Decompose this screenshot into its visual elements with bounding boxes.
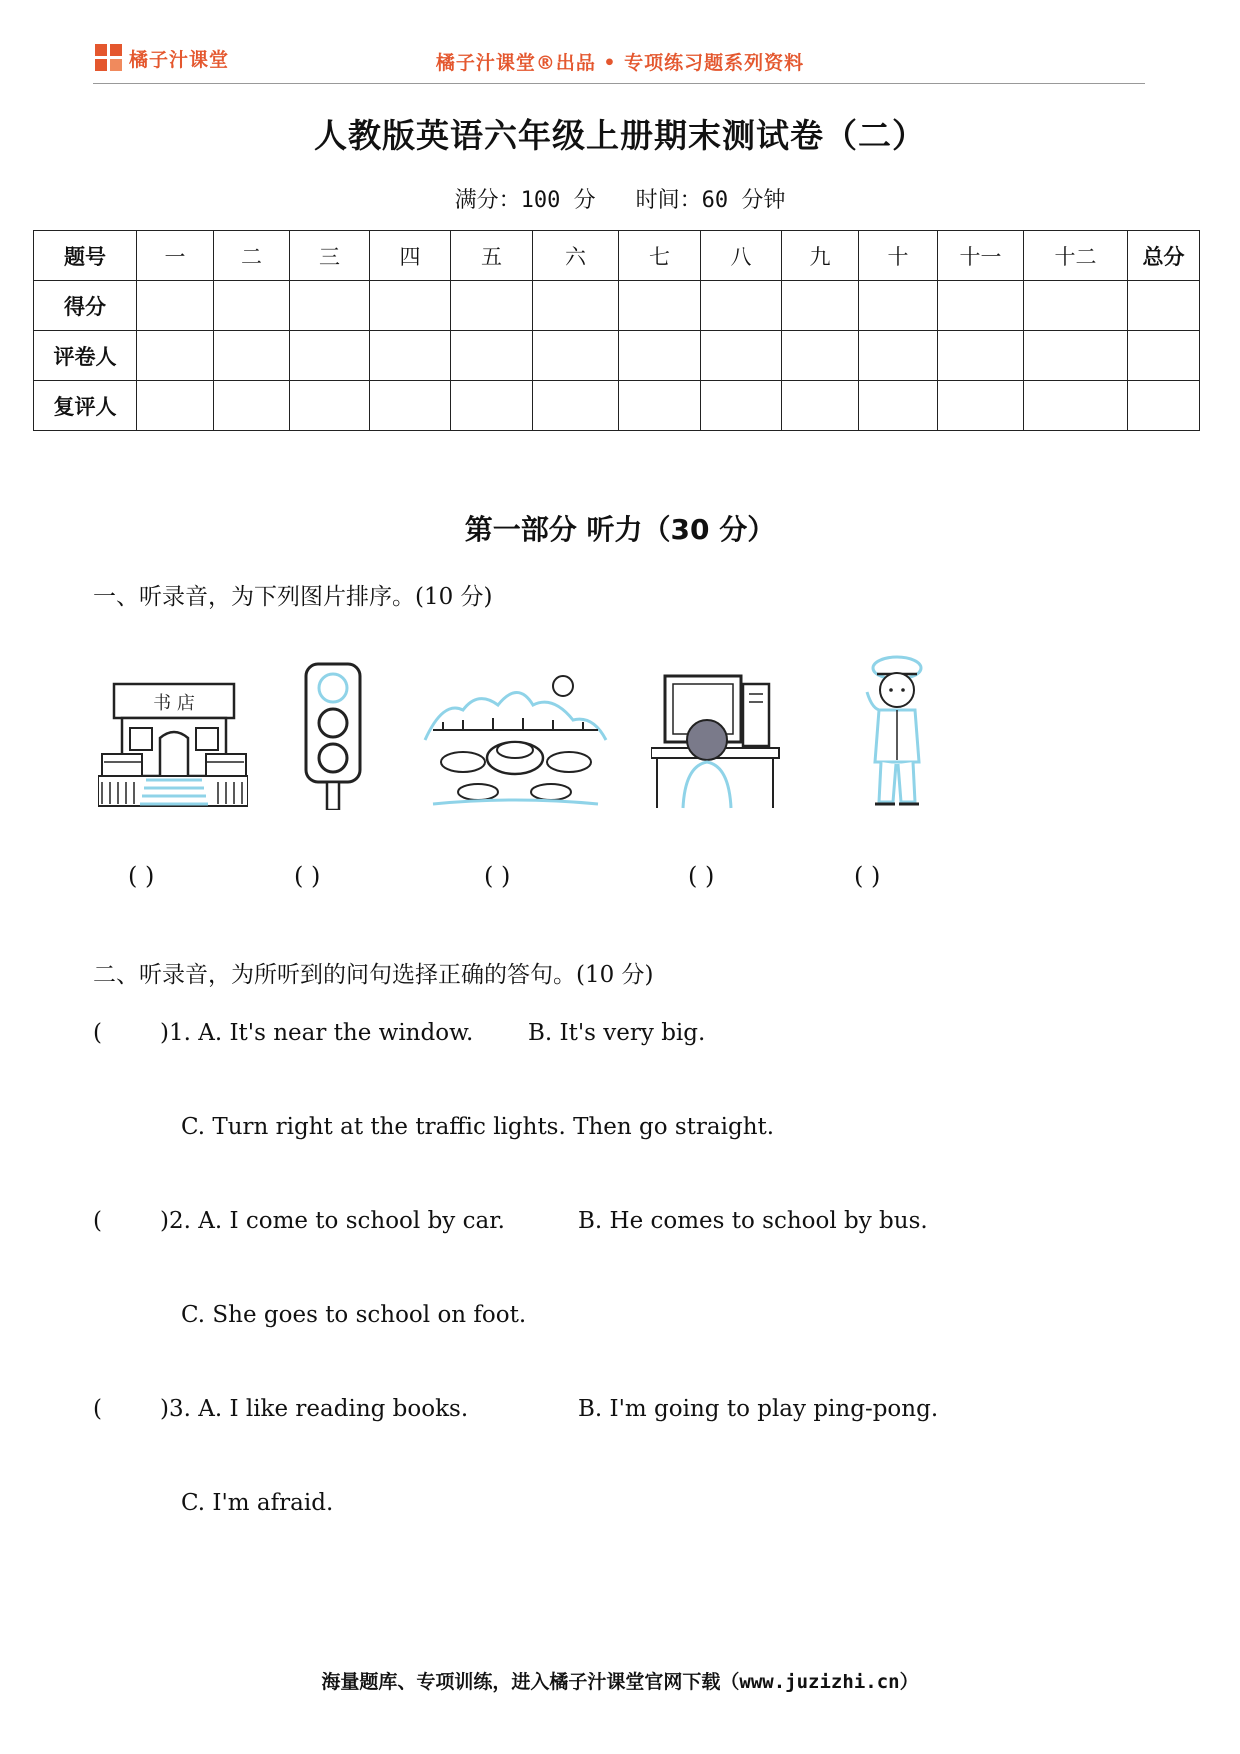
part1-title: 第一部分 听力（30 分） bbox=[464, 513, 776, 546]
q1-title: 一、听录音，为下列图片排序。(10 分) bbox=[93, 584, 493, 610]
logo-text: 橘子汁课堂 bbox=[129, 48, 230, 71]
traffic-light-icon bbox=[298, 660, 368, 810]
exam-title: 人教版英语六年级上册期末测试卷（二） bbox=[314, 116, 926, 155]
header-cell: 题号 bbox=[34, 231, 137, 281]
option-c: C. I'm afraid. bbox=[181, 1490, 334, 1516]
answer-blank-5[interactable]: ( ) bbox=[854, 862, 881, 890]
grader-cell[interactable] bbox=[859, 331, 938, 381]
grader-cell[interactable] bbox=[938, 331, 1024, 381]
grader-cell[interactable] bbox=[214, 331, 290, 381]
reviewer-cell[interactable] bbox=[938, 381, 1024, 431]
q2-title: 二、听录音，为所听到的问句选择正确的答句。(10 分) bbox=[93, 962, 654, 988]
exam-meta bbox=[0, 183, 1240, 214]
answer-blank-2[interactable]: ( ) bbox=[294, 862, 321, 890]
reviewer-cell[interactable] bbox=[619, 381, 701, 431]
score-cell[interactable] bbox=[701, 281, 782, 331]
header-cell: 一 bbox=[137, 231, 214, 281]
reviewer-cell[interactable] bbox=[701, 381, 782, 431]
reviewer-cell[interactable] bbox=[1024, 381, 1128, 431]
grader-cell[interactable] bbox=[782, 331, 859, 381]
option-c: C. She goes to school on foot. bbox=[181, 1302, 527, 1328]
header-divider bbox=[93, 83, 1145, 84]
reviewer-cell[interactable] bbox=[214, 381, 290, 431]
score-table-header-row bbox=[34, 231, 1200, 281]
q2-item-3 bbox=[93, 1396, 468, 1422]
header-cell: 十 bbox=[859, 231, 938, 281]
answer-open-paren[interactable]: ( bbox=[93, 1396, 102, 1422]
computer-user-icon bbox=[651, 670, 781, 810]
reviewer-cell[interactable] bbox=[290, 381, 370, 431]
grader-row bbox=[34, 331, 1200, 381]
answer-open-paren[interactable]: ( bbox=[93, 1020, 102, 1046]
row-label: 复评人 bbox=[34, 381, 137, 431]
grader-cell[interactable] bbox=[619, 331, 701, 381]
grader-cell[interactable] bbox=[451, 331, 533, 381]
food-festival-icon bbox=[423, 670, 608, 810]
bookstore-icon bbox=[98, 672, 248, 812]
header-banner: 橘子汁课堂®出品 • 专项练习题系列资料 bbox=[435, 52, 805, 74]
score-cell[interactable] bbox=[214, 281, 290, 331]
option-b: B. I'm going to play ping-pong. bbox=[578, 1396, 939, 1422]
option-a: A. It's near the window. bbox=[198, 1020, 474, 1046]
reviewer-cell[interactable] bbox=[370, 381, 451, 431]
header-cell: 七 bbox=[619, 231, 701, 281]
header-cell: 五 bbox=[451, 231, 533, 281]
score-cell[interactable] bbox=[782, 281, 859, 331]
item-number: )3. bbox=[159, 1396, 191, 1422]
reviewer-row bbox=[34, 381, 1200, 431]
answer-blank-3[interactable]: ( ) bbox=[484, 862, 511, 890]
q2-item-1 bbox=[93, 1020, 473, 1046]
item-number: )1. bbox=[159, 1020, 191, 1046]
option-a: A. I like reading books. bbox=[198, 1396, 469, 1422]
row-label: 评卷人 bbox=[34, 331, 137, 381]
exam-time: 时间：60 分钟 bbox=[635, 188, 786, 213]
grader-cell[interactable] bbox=[290, 331, 370, 381]
grader-cell[interactable] bbox=[1024, 331, 1128, 381]
score-cell[interactable] bbox=[370, 281, 451, 331]
reviewer-cell[interactable] bbox=[782, 381, 859, 431]
reviewer-cell[interactable] bbox=[1128, 381, 1200, 431]
option-c: C. Turn right at the traffic lights. Then go straight. bbox=[181, 1114, 775, 1140]
reviewer-cell[interactable] bbox=[137, 381, 214, 431]
header-cell: 三 bbox=[290, 231, 370, 281]
footer-text: 海量题库、专项训练，进入橘子汁课堂官网下载（www.juzizhi.cn） bbox=[321, 1671, 919, 1693]
score-cell[interactable] bbox=[451, 281, 533, 331]
reviewer-cell[interactable] bbox=[451, 381, 533, 431]
score-row bbox=[34, 281, 1200, 331]
header-cell: 总分 bbox=[1128, 231, 1200, 281]
header-cell: 十一 bbox=[938, 231, 1024, 281]
option-b: B. He comes to school by bus. bbox=[578, 1208, 928, 1234]
header-cell: 六 bbox=[533, 231, 619, 281]
header-cell: 十二 bbox=[1024, 231, 1128, 281]
score-cell[interactable] bbox=[619, 281, 701, 331]
q2-item-2 bbox=[93, 1208, 505, 1234]
reviewer-cell[interactable] bbox=[859, 381, 938, 431]
grader-cell[interactable] bbox=[137, 331, 214, 381]
score-cell[interactable] bbox=[938, 281, 1024, 331]
full-score: 满分：100 分 bbox=[454, 188, 596, 213]
grader-cell[interactable] bbox=[701, 331, 782, 381]
grader-cell[interactable] bbox=[533, 331, 619, 381]
row-label: 得分 bbox=[34, 281, 137, 331]
header-cell: 四 bbox=[370, 231, 451, 281]
score-cell[interactable] bbox=[1024, 281, 1128, 331]
answer-open-paren[interactable]: ( bbox=[93, 1208, 102, 1234]
q1-pictures bbox=[93, 660, 953, 820]
bookstore-sign: 书 店 bbox=[153, 693, 195, 714]
score-cell[interactable] bbox=[290, 281, 370, 331]
option-b: B. It's very big. bbox=[528, 1020, 706, 1046]
item-number: )2. bbox=[159, 1208, 191, 1234]
grader-cell[interactable] bbox=[1128, 331, 1200, 381]
option-a: A. I come to school by car. bbox=[198, 1208, 505, 1234]
score-table bbox=[33, 230, 1200, 431]
grader-cell[interactable] bbox=[370, 331, 451, 381]
header-cell: 九 bbox=[782, 231, 859, 281]
answer-blank-4[interactable]: ( ) bbox=[688, 862, 715, 890]
reviewer-cell[interactable] bbox=[533, 381, 619, 431]
score-cell[interactable] bbox=[1128, 281, 1200, 331]
score-cell[interactable] bbox=[859, 281, 938, 331]
score-cell[interactable] bbox=[137, 281, 214, 331]
police-officer-icon bbox=[863, 652, 933, 812]
score-cell[interactable] bbox=[533, 281, 619, 331]
answer-blank-1[interactable]: ( ) bbox=[128, 862, 155, 890]
header-cell: 二 bbox=[214, 231, 290, 281]
header-cell: 八 bbox=[701, 231, 782, 281]
